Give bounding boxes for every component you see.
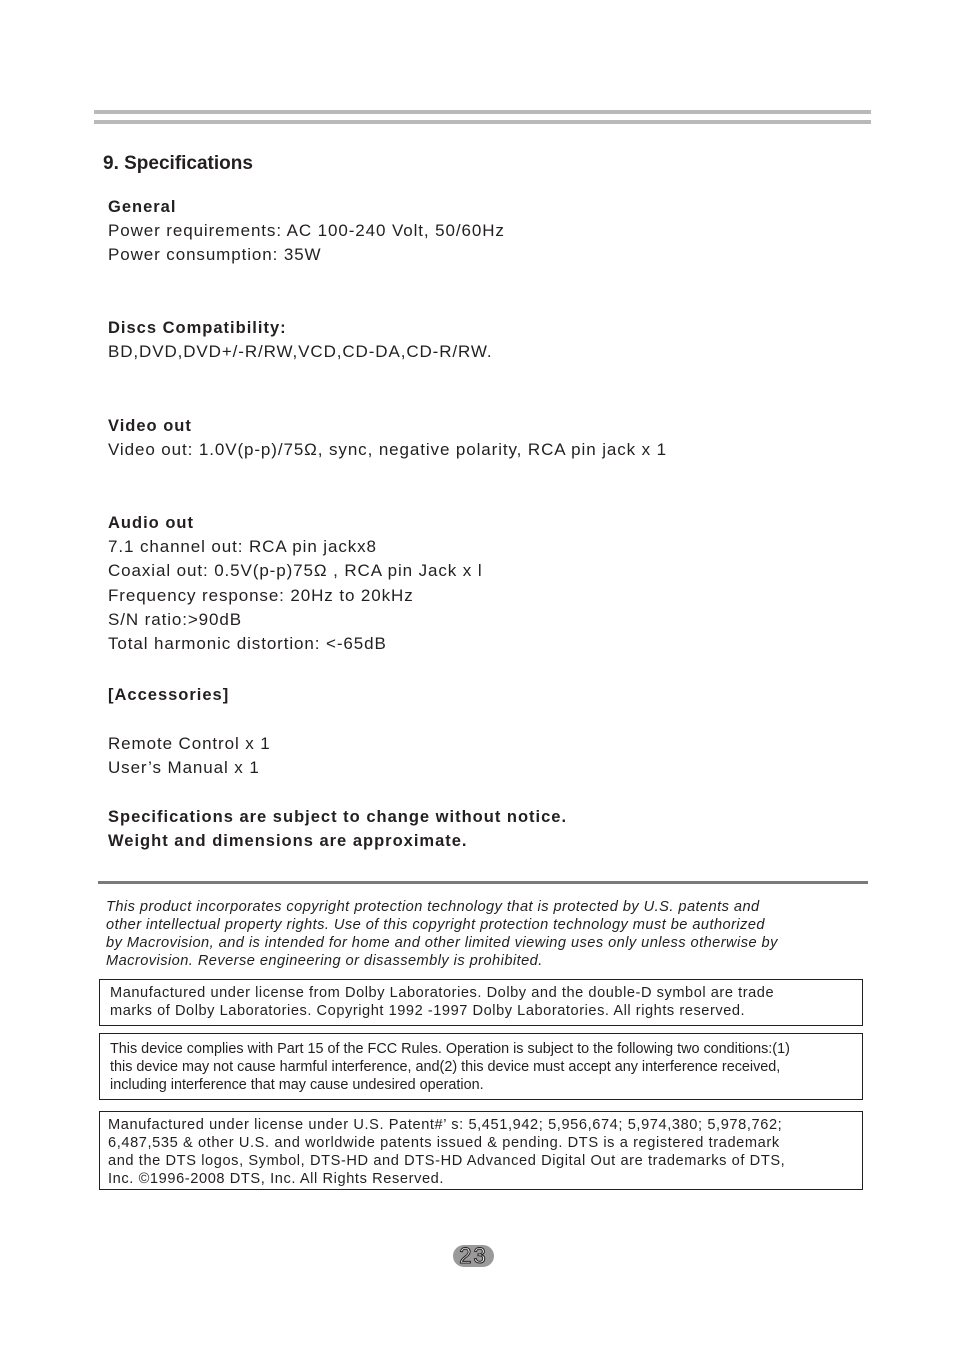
discs-line: BD,DVD,DVD+/-R/RW,VCD,CD-DA,CD-R/RW. <box>108 342 493 361</box>
audio-line: Frequency response: 20Hz to 20kHz <box>108 585 414 605</box>
discs-section <box>108 316 493 364</box>
audio-line: S/N ratio:>90dB <box>108 609 242 629</box>
notice-line: Weight and dimensions are approximate. <box>108 832 468 850</box>
audio-line: 7.1 channel out: RCA pin jackx8 <box>108 537 377 556</box>
dolby-line: marks of Dolby Laboratories. Copyright 1992 -1997 Dolby Laboratories. All rights reserved. <box>110 1003 746 1019</box>
page-title: 9. Specifications <box>103 153 253 174</box>
header-double-rule <box>94 110 871 124</box>
audio-section <box>108 511 483 656</box>
fcc-line: This device complies with Part 15 of the FCC Rules. Operation is subject to the following two conditions:(1) <box>110 1041 790 1057</box>
audio-heading: Audio out <box>108 514 194 532</box>
macrovision-line: other intellectual property rights. Use of this copyright protection technology must be authorized <box>106 917 765 933</box>
video-section <box>108 414 667 462</box>
video-heading: Video out <box>108 417 192 435</box>
macrovision-notice <box>106 898 866 970</box>
page-number: 23 <box>453 1245 494 1267</box>
fcc-line: this device may not cause harmful interference, and(2) this device must accept any interference received, <box>110 1059 781 1075</box>
macrovision-line: This product incorporates copyright protection technology that is protected by U.S. patents and <box>106 899 760 915</box>
general-section <box>108 195 505 268</box>
audio-line: Coaxial out: 0.5V(p-p)75Ω , RCA pin Jack x l <box>108 561 483 581</box>
dts-line: Inc. ©1996-2008 DTS, Inc. All Rights Reserved. <box>108 1171 445 1187</box>
dts-line: Manufactured under license under U.S. Patent#’ s: 5,451,942; 5,956,674; 5,974,380; 5,978,762; <box>108 1117 783 1133</box>
audio-line: Total harmonic distortion: <-65dB <box>108 634 387 654</box>
dts-line: and the DTS logos, Symbol, DTS-HD and DTS-HD Advanced Digital Out are trademarks of DTS, <box>108 1153 786 1169</box>
power-requirements-line: Power requirements: AC 100-240 Volt, 50/60Hz <box>108 221 505 240</box>
dolby-line: Manufactured under license from Dolby Laboratories. Dolby and the double-D symbol are trade <box>110 985 775 1001</box>
fcc-notice-box <box>99 1033 863 1100</box>
section-divider <box>98 881 868 884</box>
notice-line: Specifications are subject to change without notice. <box>108 808 568 826</box>
dts-license-box <box>99 1111 863 1190</box>
accessory-line: User’s Manual x 1 <box>108 758 260 778</box>
macrovision-line: by Macrovision, and is intended for home and other limited viewing uses only unless otherwise by <box>106 935 778 951</box>
discs-heading: Discs Compatibility: <box>108 319 287 337</box>
power-consumption-line: Power consumption: 35W <box>108 245 322 265</box>
macrovision-line: Macrovision. Reverse engineering or disassembly is prohibited. <box>106 953 543 969</box>
accessories-section <box>108 683 271 781</box>
accessory-line: Remote Control x 1 <box>108 734 271 753</box>
video-out-line: Video out: 1.0V(p-p)/75Ω, sync, negative polarity, RCA pin jack x 1 <box>108 440 668 459</box>
dolby-license-box <box>99 979 863 1026</box>
fcc-line: including interference that may cause undesired operation. <box>110 1077 484 1093</box>
change-notice <box>108 805 567 853</box>
general-heading: General <box>108 198 177 216</box>
accessories-heading: [Accessories] <box>108 686 230 704</box>
dts-line: 6,487,535 & other U.S. and worldwide patents issued & pending. DTS is a registered trademark <box>108 1135 780 1151</box>
